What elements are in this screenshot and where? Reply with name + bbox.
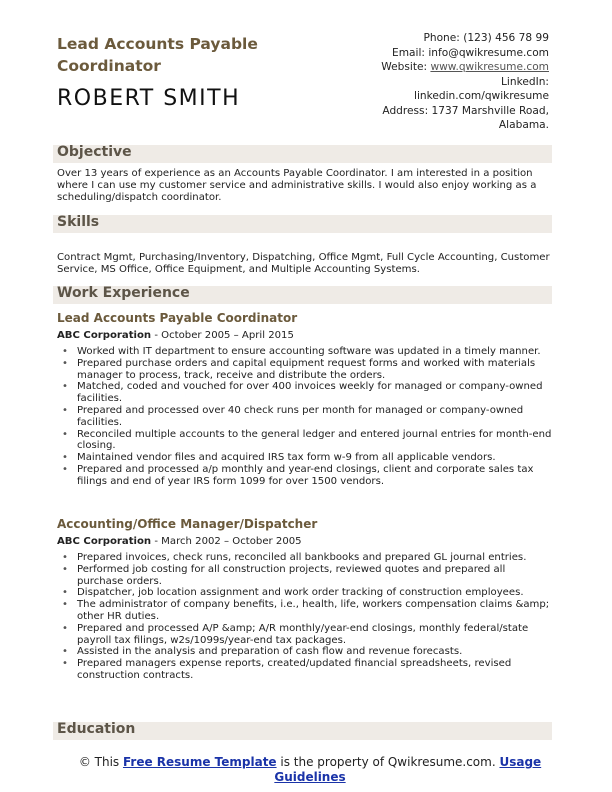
contact-block bbox=[381, 31, 549, 133]
job-2-bullets bbox=[57, 552, 552, 682]
free-resume-template-link[interactable]: Free Resume Template bbox=[122, 755, 277, 769]
job-2-bullet: • Assisted in the analysis and preparation of cash flow and revenue forecasts. bbox=[57, 646, 552, 658]
job-2-company-line bbox=[57, 536, 302, 547]
job-1-bullet: • Matched, coded and vouched for over 400 invoices weekly for managed or company-owned facilities. bbox=[57, 381, 552, 405]
contact-website bbox=[381, 60, 549, 75]
skills-section-bar bbox=[53, 215, 552, 233]
job-1-bullet: • Prepared and processed over 40 check runs per month for managed or company-owned facilities. bbox=[57, 405, 552, 429]
education-section-bar bbox=[53, 722, 552, 740]
job-2-dates: - March 2002 – October 2005 bbox=[151, 536, 302, 547]
job-1-dates: - October 2005 – April 2015 bbox=[151, 330, 294, 341]
job-1-bullet: • Maintained vendor files and acquired IRS tax form w-9 from all applicable vendors. bbox=[57, 452, 552, 464]
job-2-bullet: • Prepared invoices, check runs, reconciled all bankbooks and prepared GL journal entries. bbox=[57, 552, 552, 564]
footer-attribution bbox=[60, 755, 560, 785]
contact-email: Email: info@qwikresume.com bbox=[392, 46, 549, 59]
contact-address-line1: Address: 1737 Marshville Road, bbox=[382, 104, 549, 117]
job-1-role: Lead Accounts Payable Coordinator bbox=[57, 311, 298, 325]
job-2-bullet: • Prepared managers expense reports, created/updated financial spreadsheets, revised construction contracts. bbox=[57, 658, 552, 682]
job-2-bullet: • Dispatcher, job location assignment and work order tracking of construction employees. bbox=[57, 587, 552, 599]
objective-heading: Objective bbox=[57, 144, 132, 160]
footer-prefix: © This bbox=[78, 755, 123, 769]
footer-middle: is the property of Qwikresume.com. bbox=[276, 755, 500, 769]
job-1-bullets bbox=[57, 346, 552, 488]
job-2-bullet: • The administrator of company benefits, i.e., health, life, workers compensation claims &amp; other HR duties. bbox=[57, 599, 552, 623]
job-1-bullet: • Prepared purchase orders and capital equipment request forms and worked with materials manager to process, track, receive and distribute the orders. bbox=[57, 358, 552, 382]
job-1-bullet: • Reconciled multiple accounts to the general ledger and entered journal entries for month-end closing. bbox=[57, 429, 552, 453]
experience-heading: Work Experience bbox=[57, 285, 190, 301]
education-heading: Education bbox=[57, 721, 136, 737]
objective-section-bar bbox=[53, 145, 552, 163]
job-1-bullet: • Worked with IT department to ensure accounting software was updated in a timely manner. bbox=[57, 346, 552, 358]
experience-section-bar bbox=[53, 286, 552, 304]
job-2-bullet: • Performed job costing for all construction projects, reviewed quotes and prepared all purchase orders. bbox=[57, 564, 552, 588]
job-2-bullet: • Prepared and processed A/P &amp; A/R monthly/year-end closings, monthly federal/state payroll tax filings, w2s/1099s/year-end tax packages. bbox=[57, 623, 552, 647]
contact-linkedin-url: linkedin.com/qwikresume bbox=[414, 90, 549, 102]
skills-text: Contract Mgmt, Purchasing/Inventory, Dispatching, Office Mgmt, Full Cycle Accounting, Customer Service, MS Office, Office Equipment, and Multiple Accounting Systems. bbox=[57, 252, 550, 276]
job-1-company: ABC Corporation bbox=[57, 330, 152, 341]
skills-heading: Skills bbox=[57, 214, 100, 230]
job-1-bullet: • Prepared and processed a/p monthly and year-end closings, client and corporate sales tax filings and end of year IRS form 1099 for over 1500 vendors. bbox=[57, 464, 552, 488]
website-label: Website: bbox=[381, 61, 431, 73]
contact-address-line2: Alabama. bbox=[498, 119, 549, 131]
resume-job-title: Lead Accounts Payable Coordinator bbox=[57, 35, 258, 75]
usage-guidelines-link[interactable]: Usage Guidelines bbox=[274, 755, 542, 784]
job-2-role: Accounting/Office Manager/Dispatcher bbox=[57, 517, 318, 531]
candidate-name: ROBERT SMITH bbox=[57, 86, 241, 111]
job-1-company-line bbox=[57, 330, 294, 341]
contact-phone: Phone: (123) 456 78 99 bbox=[423, 32, 549, 44]
objective-text: Over 13 years of experience as an Accounts Payable Coordinator. I am interested in a position where I can use my customer service and administrative skills. I would also enjoy working as a scheduling/dispatch coordinator. bbox=[57, 168, 537, 204]
website-link[interactable]: www.qwikresume.com bbox=[430, 61, 549, 73]
job-2-company: ABC Corporation bbox=[57, 536, 152, 547]
contact-linkedin-label: LinkedIn: bbox=[501, 75, 549, 88]
